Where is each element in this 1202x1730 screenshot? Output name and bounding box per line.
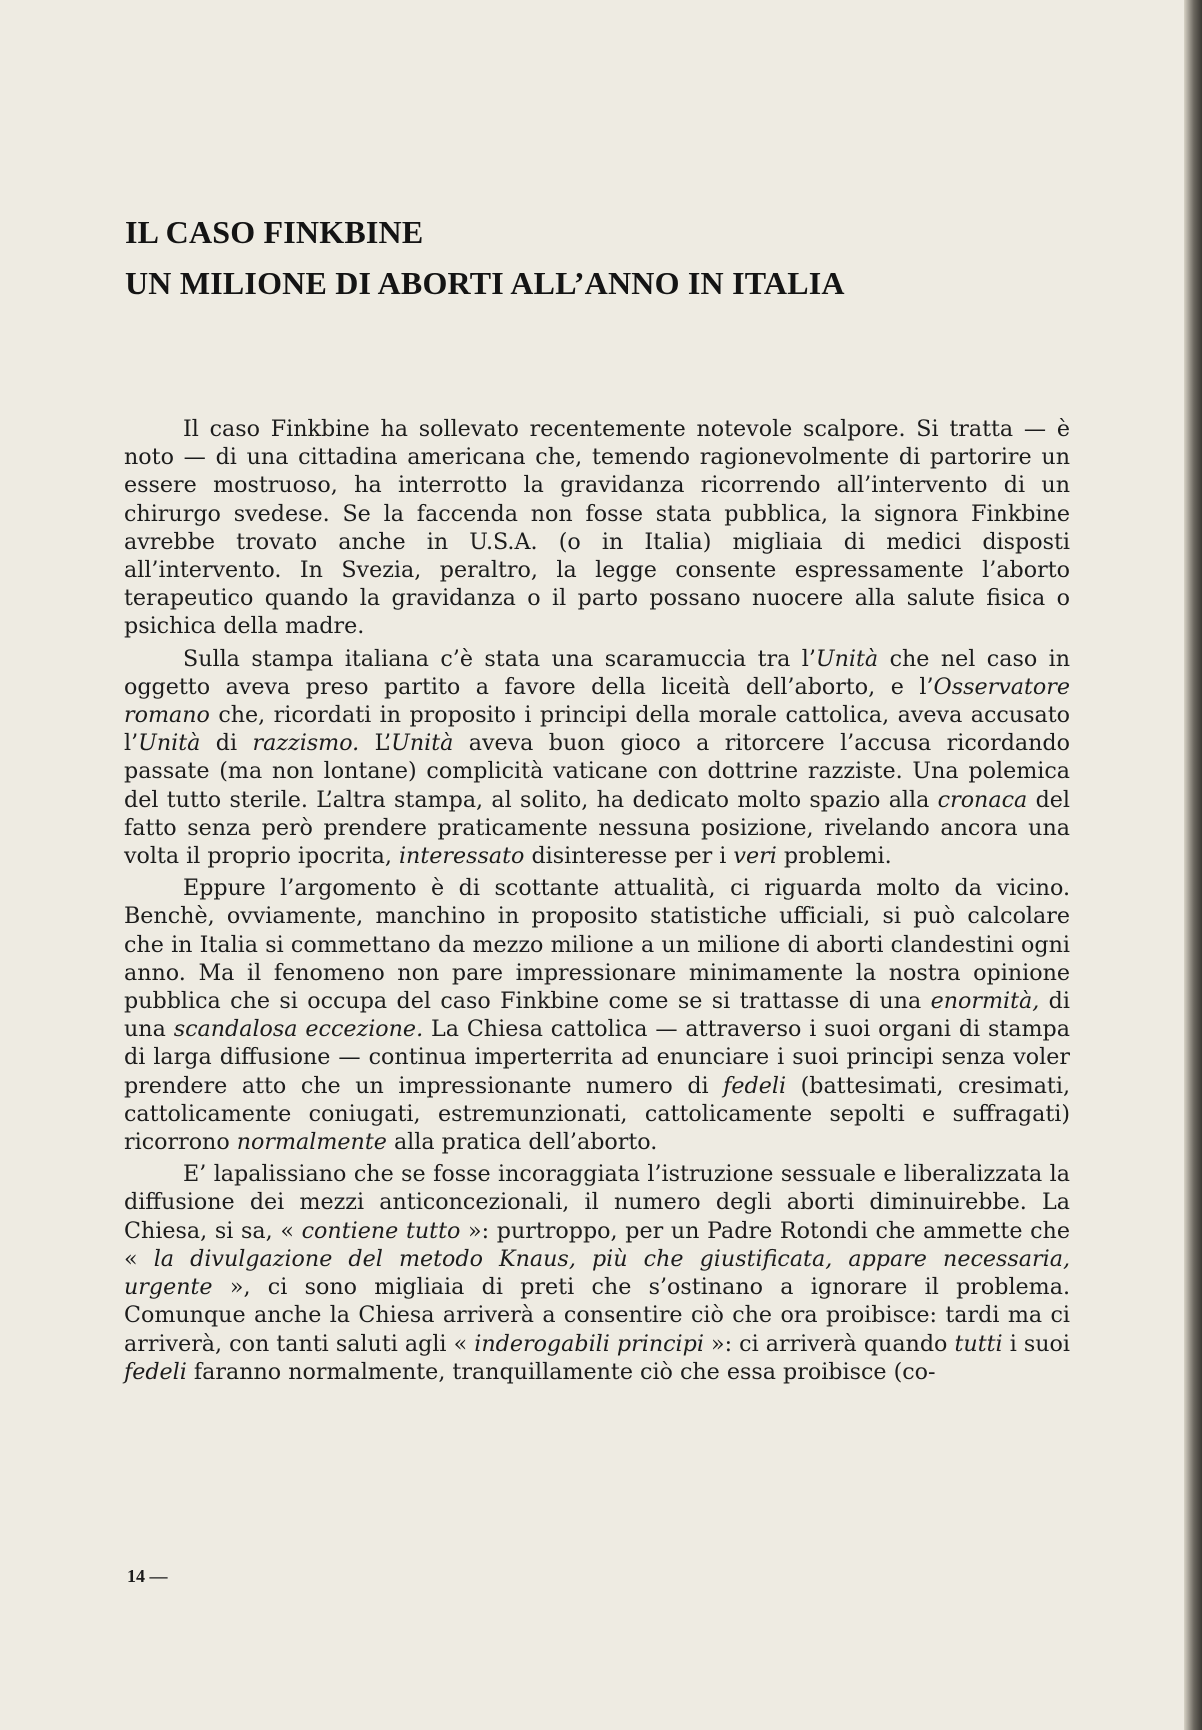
text-run: La Chiesa cattolica — attraverso i suoi organi di stampa di larga diffusione — continua imperterrita ad enunciare i suoi principi senza voler prendere atto che un impressionante numero di bbox=[124, 1016, 1070, 1099]
italic-run: interessato bbox=[398, 843, 525, 870]
italic-run: Unità bbox=[391, 730, 454, 757]
italic-run: scandalosa eccezione. bbox=[173, 1016, 424, 1043]
paragraph bbox=[124, 1160, 1070, 1386]
italic-run: fedeli bbox=[723, 1072, 787, 1099]
italic-run: razzismo. bbox=[252, 730, 360, 757]
italic-run: Unità bbox=[815, 645, 879, 672]
italic-run: inderogabili principi bbox=[474, 1330, 704, 1357]
italic-run: Osservatore romano bbox=[124, 673, 1070, 729]
italic-run: enormità, bbox=[930, 988, 1040, 1015]
text-run: Sulla stampa italiana c’è stata una scaramuccia tra l’ bbox=[183, 645, 816, 672]
text-run: alla pratica dell’aborto. bbox=[386, 1129, 658, 1156]
italic-run: contiene tutto bbox=[301, 1217, 461, 1244]
italic-run: normalmente bbox=[236, 1129, 387, 1156]
italic-run: tutti bbox=[954, 1330, 1003, 1357]
italic-run: cronaca bbox=[937, 786, 1028, 813]
paragraph bbox=[124, 415, 1070, 641]
text-run: E’ lapalissiano che se fosse incoraggiata l’istruzione sessuale e liberalizzata la diffusione dei mezzi anticoncezionali, il numero degli aborti diminuirebbe. La Chiesa, si sa, « bbox=[124, 1161, 1070, 1244]
text-run: faranno normalmente, tranquillamente ciò che essa proibisce (co- bbox=[186, 1358, 936, 1385]
article-body bbox=[124, 415, 1070, 1390]
text-run: aveva buon gioco a ritorcere l’accusa ricordando passate (ma non lontane) complicità vaticane con dottrine razziste. Una polemica del tutto sterile. L’altra stampa, al solito, ha dedicato molto spazio alla bbox=[124, 730, 1070, 813]
italic-run: veri bbox=[733, 843, 777, 870]
text-run: di bbox=[200, 730, 253, 757]
text-run: »: purtroppo, per un Padre Rotondi che ammette che « bbox=[124, 1217, 1070, 1272]
text-run: disinteresse per i bbox=[524, 843, 734, 870]
text-run: L’ bbox=[359, 730, 392, 757]
page-number: 14 — bbox=[127, 1566, 168, 1586]
text-run: del fatto senza però prendere praticamente nessuna posizione, rivelando ancora una volta il proprio ipocrita, bbox=[124, 786, 1070, 870]
text-run: che, ricordati in proposito i principi della morale cattolica, aveva accusato l’ bbox=[124, 702, 1070, 757]
text-run: i suoi bbox=[1002, 1330, 1070, 1357]
italic-run: fedeli bbox=[124, 1358, 187, 1385]
headline-line-1: IL CASO FINKBINE bbox=[125, 214, 424, 250]
italic-run: la divulgazione del metodo Knaus, più che giustificata, appare necessaria, urgente bbox=[124, 1245, 1070, 1301]
paragraph bbox=[124, 874, 1070, 1156]
page-edge-shadow bbox=[1184, 0, 1202, 1730]
text-run: Eppure l’argomento è di scottante attualità, ci riguarda molto da vicino. Benchè, ovviamente, manchino in proposito statistiche ufficiali, si può calcolare che in Italia si commettano da mezzo milione a un milione di aborti clandestini ogni anno. Ma il fenomeno non pare impressionare minimamente la nostra opinione pubblica che si occupa del caso Finkbine come se si trattasse di una bbox=[124, 875, 1070, 1015]
text-run: »: ci arriverà quando bbox=[703, 1330, 955, 1357]
text-run: Il caso Finkbine ha sollevato recentemente notevole scalpore. Si tratta — è noto — di una cittadina americana che, temendo ragionevolmente di partorire un essere mostruoso, ha interrotto la gravidanza ricorrendo all’intervento di un chirurgo svedese. Se la faccenda non fosse stata pubblica, la signora Finkbine avrebbe trovato anche in U.S.A. (o in Italia) migliaia di medici disposti all’intervento. In Svezia, peraltro, la legge consente espressamente l’aborto terapeutico quando la gravidanza o il parto possano nuocere alla salute fisica o psichica della madre. bbox=[124, 416, 1070, 640]
text-run: », ci sono migliaia di preti che s’ostinano a ignorare il problema. Comunque anche la Chiesa arriverà a consentire ciò che ora proibisce: tardi ma ci arriverà, con tanti saluti agli « bbox=[124, 1274, 1070, 1357]
text-run: problemi. bbox=[776, 843, 892, 870]
text-run: (battesimati, cresimati, cattolicamente coniugati, estremunzionati, cattolicamente sepolti e suffragati) ricorrono bbox=[124, 1072, 1070, 1156]
headline-line-2: UN MILIONE DI ABORTI ALL’ANNO IN ITALIA bbox=[125, 265, 845, 301]
paragraph bbox=[124, 645, 1070, 871]
text-run: che nel caso in oggetto aveva preso partito a favore della liceità dell’aborto, e l’ bbox=[124, 645, 1071, 700]
text-run: di una bbox=[124, 988, 1070, 1043]
italic-run: Unità bbox=[138, 730, 201, 757]
